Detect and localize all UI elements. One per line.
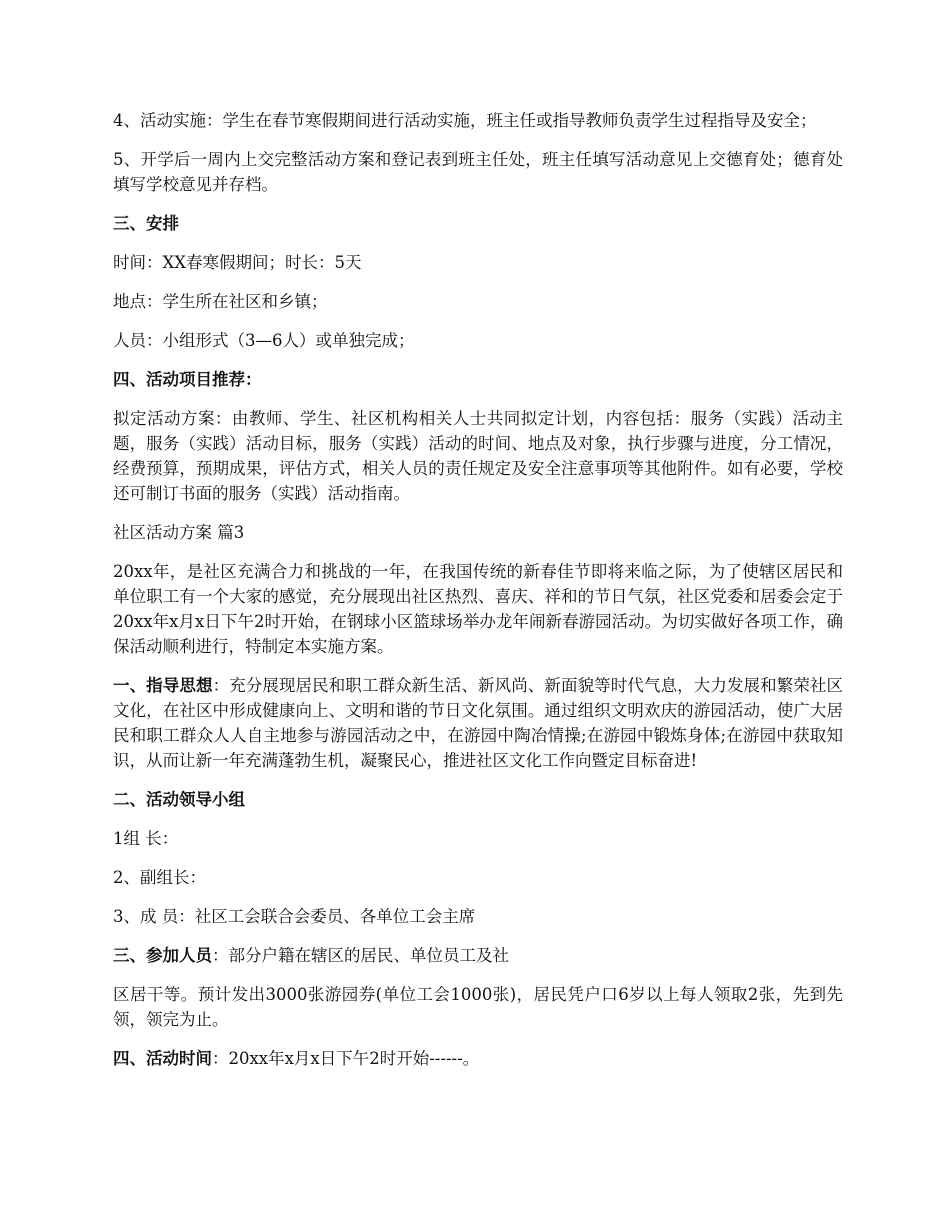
guiding-ideology-label: 一、指导思想 bbox=[113, 676, 213, 695]
guiding-ideology-text: ：充分展现居民和职工群众新生活、新风尚、新面貌等时代气息，大力发展和繁荣社区文化，在社区中形成健康向上、文明和谐的节日文化氛围。通过组织文明欢庆的游园活动，使广大居民和职工群众人人自主地参与游园活动之中，在游园中陶冶情操;在游园中锻炼身体;在游园中获取知识，从而让新一年充满蓬勃生机，凝聚民心，推进社区文化工作向暨定目标奋进! bbox=[113, 676, 844, 770]
paragraph-location: 地点：学生所在社区和乡镇； bbox=[113, 292, 328, 311]
paragraph-participants bbox=[113, 943, 843, 968]
heading-arrangement: 三、安排 bbox=[113, 214, 179, 233]
heading-leadership-group: 二、活动领导小组 bbox=[113, 790, 245, 809]
participants-label: 三、参加人员 bbox=[113, 946, 212, 965]
paragraph-guiding-ideology bbox=[113, 673, 843, 773]
paragraph-deputy-leader: 2、副组长： bbox=[113, 868, 206, 887]
heading-project-recommendation: 四、活动项目推荐： bbox=[113, 370, 262, 389]
paragraph-introduction: 20xx年，是社区充满合力和挑战的一年，在我国传统的新春佳节即将来临之际，为了使辖区居民和单位职工有一个大家的感觉，充分展现出社区热烈、喜庆、祥和的节日气氛，社区党委和居委会定于20xx年x月x日下午2时开始，在钢球小区篮球场举办龙年闹新春游园活动。为切实做好各项工作，确保活动顺利进行，特制定本实施方案。 bbox=[113, 562, 843, 656]
paragraph-activity-implementation: 4、活动实施：学生在春节寒假期间进行活动实施，班主任或指导教师负责学生过程指导及安全； bbox=[113, 111, 817, 130]
paragraph-time: 时间：XX春寒假期间；时长：5天 bbox=[113, 253, 362, 272]
document-body bbox=[113, 108, 843, 1085]
paragraph-members: 3、成 员：社区工会联合会委员、各单位工会主席 bbox=[113, 907, 476, 926]
activity-time-label: 四、活动时间 bbox=[113, 1049, 212, 1068]
paragraph-personnel: 人员：小组形式（3—6人）或单独完成； bbox=[113, 331, 415, 350]
participants-text: ：部分户籍在辖区的居民、单位员工及社 bbox=[212, 946, 509, 965]
paragraph-plan-drafting: 拟定活动方案：由教师、学生、社区机构相关人士共同拟定计划，内容包括：服务（实践）活动主题，服务（实践）活动目标，服务（实践）活动的时间、地点及对象，执行步骤与进度，分工情况，经费预算，预期成果，评估方式，相关人员的责任规定及安全注意事项等其他附件。如有必要，学校还可制订书面的服务（实践）活动指南。 bbox=[113, 409, 843, 503]
activity-time-text: ：20xx年x月x日下午2时开始------。 bbox=[212, 1049, 480, 1068]
paragraph-section-title: 社区活动方案 篇3 bbox=[113, 523, 245, 542]
paragraph-group-leader: 1组 长： bbox=[113, 829, 179, 848]
paragraph-activity-time bbox=[113, 1046, 843, 1071]
paragraph-submission: 5、开学后一周内上交完整活动方案和登记表到班主任处，班主任填写活动意见上交德育处；德育处填写学校意见并存档。 bbox=[113, 150, 843, 194]
paragraph-tickets: 区居干等。预计发出3000张游园券(单位工会1000张)，居民凭户口6岁以上每人领取2张，先到先领，领完为止。 bbox=[113, 985, 843, 1029]
